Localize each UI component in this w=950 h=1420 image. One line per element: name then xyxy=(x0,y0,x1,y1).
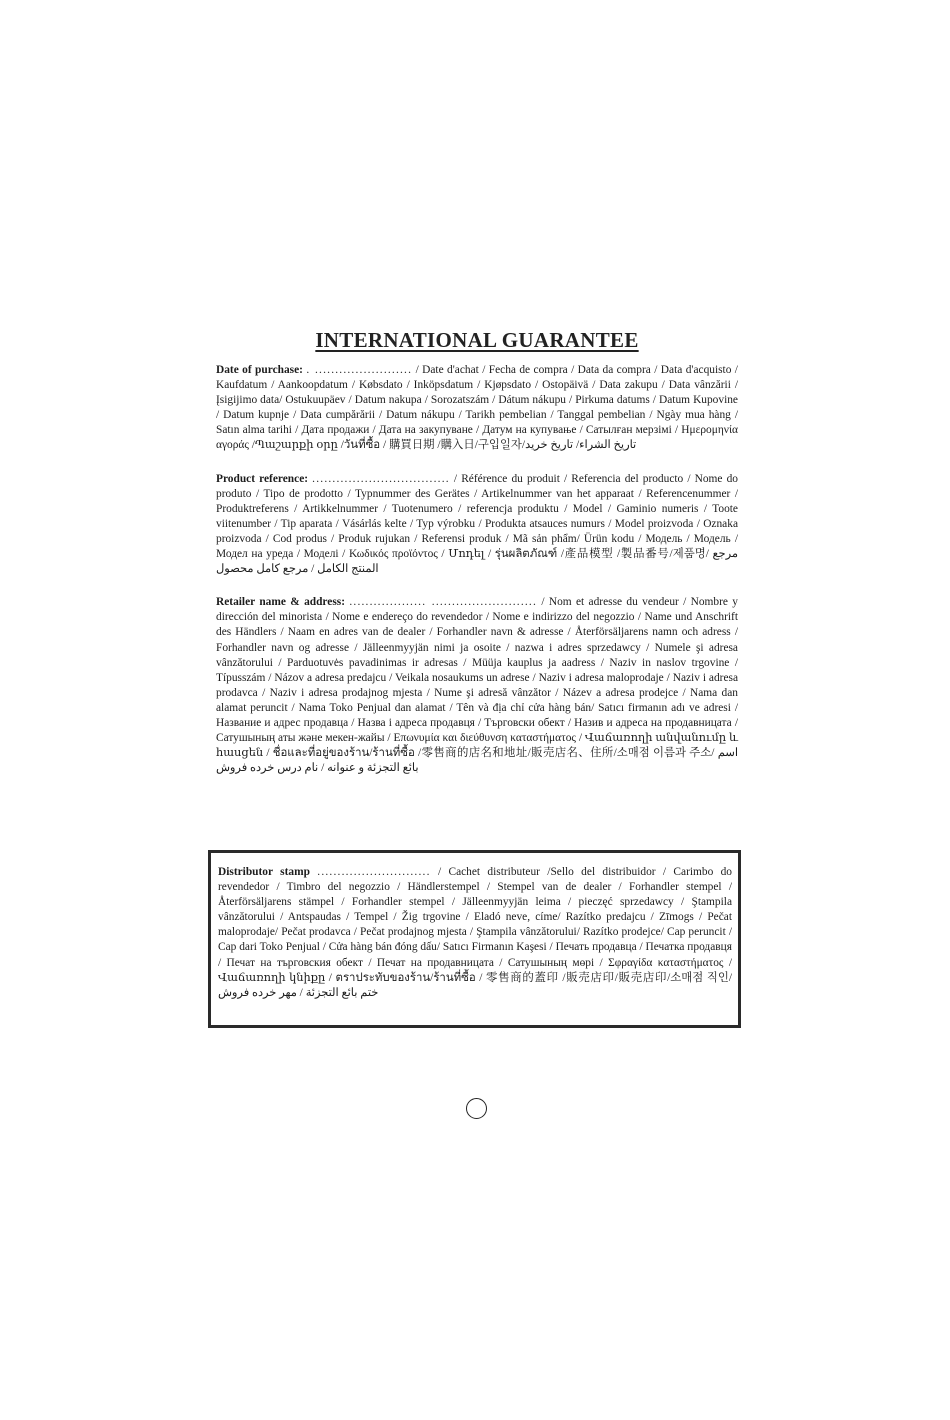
product-reference-field[interactable]: .................................. xyxy=(312,472,450,485)
retailer-name-address-field[interactable]: ................... .......................... xyxy=(349,596,538,609)
retailer-name-address-translations: / Nom et adresse du vendeur / Nombre y dirección del minorista / Nome e endereço do revendedor / Nome e indirizzo del negozzio / Name und Anschrift des Händlers / Naam en adres van de dealer / Forhandler navn & adresse / Återförsäljarens namn och adress / Forhandler navn og adresse / Jälleenmyyjän nimi ja osoite / nazwa i adres sprzedawcy / Numele şi adresa vânzătorului / Parduotuvės pavadinimas ir adresas / Müüja kauplus ja aadress / Naziv in naslov trgovine / Típusszám / Názov a adresa predajcu / Veikala nosaukums un adrese / Naziv i adresa maloprodaje / Naziv i adresa prodavca / Naziv i adresa prodajnog mjesta / Nume şi adresă vânzător / Název a adresa prodejce / Nama dan alamat peruncit / Nama Toko Penjual dan alamat / Tên và địa chỉ cửa hàng bán/ Satıcı firmanın adı ve adresi / Название и адрес продавца / Назва і адреса продавця / Търговски обект / Назив и адреса на продавницата / Сатушының аты және мекен-жайы / Επωνυμία και διεύθυνση καταστήματος / Վաճառողի անվանումը և հասցեն / ชื่อและที่อยู่ของร้าน/ร้านที่ซื้อ /零售商的店名和地址/販売店名、住所/소매점 이름과 주소/ اسم بائع التجزئة و عنوانه / نام درس خرده فروش xyxy=(216,596,738,775)
product-reference-section xyxy=(216,472,738,578)
guarantee-document xyxy=(216,328,738,776)
product-reference-label: Product reference: xyxy=(216,472,309,485)
distributor-stamp-label: Distributor stamp xyxy=(218,866,310,878)
distributor-stamp-translations: / Cachet distributeur /Sello del distribuidor / Carimbo do revendedor / Timbro del negozzio / Händlerstempel / Stempel van de dealer / Forhandler stempel / Återförsäljarens stämpel / Forhandler stempel / Jälleenmyyjän leima / pieczęć sprzedawcy / Ştampila vânzătorului / Antspaudas / Tempel / Žig trgovine / Eladó neve, címe/ Razítko predajcu / Zīmogs / Pečat maloprodaje/ Pečat prodavca / Pečat prodajnog mjesta / Ştampila vânzătorului/ Razítko prodejce/ Cap peruncit / Cap dari Toko Penjual / Cửa hàng bán đóng dấu/ Satıcı Firmanın Kaşesi / Печать продавца / Печатка продавця / Печат на търговския обект / Печат на продавницата / Сатушының мөрі / Σφραγίδα καταστήματος / Վաճառողի կնիքը / ตราประทับของร้าน/ร้านที่ซื้อ / 零售商的蓋印 /販売店印/販売店印/소매점 직인/ ختم بائع التجزئة / مهر خرده فروش xyxy=(218,866,733,999)
date-of-purchase-translations: / Date d'achat / Fecha de compra / Data da compra / Data d'acquisto / Kaufdatum / Aankoopdatum / Købsdato / Inköpsdatum / Kjøpsdato / Ostopäivä / Data zakupu / Data vânzării / Įsigijimo data/ Ostukuupäev / Datum nakupa / Sorozatszám / Dátum nákupu / Pirkuma datums / Datum Kupovine / Datum kupnje / Data cumpărării / Datum nákupu / Tarikh pembelian / Tanggal pembelian / Ngày mua hàng / Satın alma tarihi / Дата продажи / Дата на закупуване / Датум на купување / Сатылған мерзімі / Ημερομηνία αγοράς /Պաշարքի օրը /วันที่ซื้อ / 購買日期 /購入日/구입일자/تاريخ الشراء/ تاريخ خريد xyxy=(216,364,738,452)
date-of-purchase-section xyxy=(216,363,738,454)
date-of-purchase-label: Date of purchase: xyxy=(216,364,303,376)
product-reference-translations: / Référence du produit / Referencia del producto / Nome do produto / Tipo de prodotto / Typnummer des Gerätes / Artikelnummer van het apparaat / Referencenummer / Produktreferens / Artikkelnummer / Tuotenumero / referencja produktu / Model / Gaminio numeris / Toote viitenumber / Tip aparata / Vásárlás kelte / Typ výrobku / Produkta atsauces numurs / Model proizvoda / Oznaka proizvoda / Cod produs / Produk rujukan / Referensi produk / Mã sản phẩm/ Ürün kodu / Модель / Модель / Модел на уреда / Моделі / Κωδικός προϊόντος / Մոդել / รุ่นผลิตภัณฑ์ /產品模型 /製品番号/제품명/ مرجع المنتج الكامل / مرجع كامل محصول xyxy=(216,472,738,576)
date-of-purchase-field[interactable]: . ........................ xyxy=(306,364,413,376)
distributor-stamp-field: ............................ xyxy=(317,866,431,878)
retailer-name-address-section xyxy=(216,595,738,776)
distributor-stamp-box[interactable] xyxy=(208,850,741,1028)
distributor-stamp-section xyxy=(218,865,732,1001)
retailer-name-address-label: Retailer name & address: xyxy=(216,596,345,609)
page-marker-circle-icon xyxy=(466,1098,487,1119)
page-title: INTERNATIONAL GUARANTEE xyxy=(315,328,639,352)
